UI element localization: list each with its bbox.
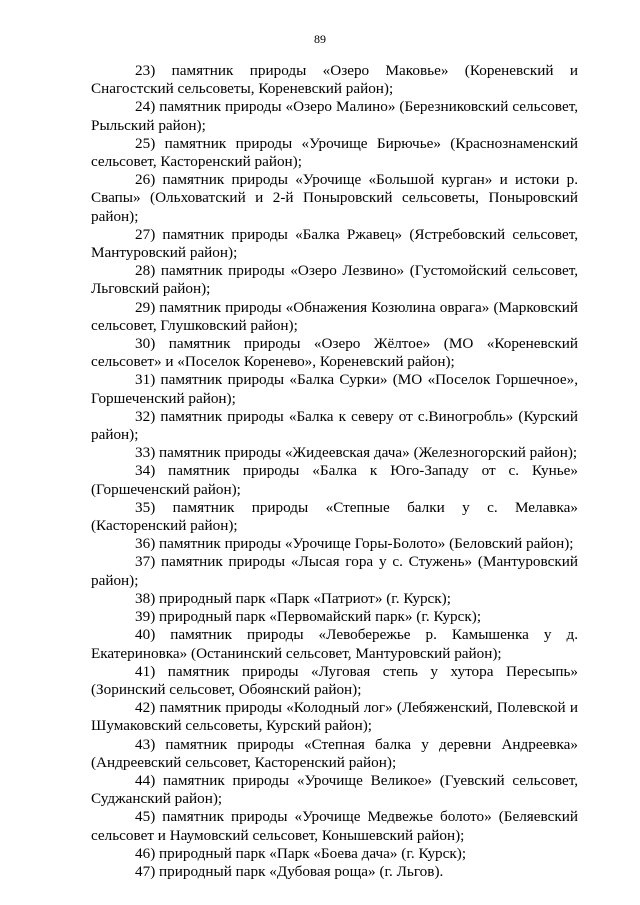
list-item: 27) памятник природы «Балка Ржавец» (Ястребовский сельсовет, Мантуровский район); xyxy=(91,225,578,262)
list-item: 23) памятник природы «Озеро Маковье» (Кореневский и Снагостский сельсоветы, Кореневский район); xyxy=(91,62,578,98)
list-item: 42) памятник природы «Колодный лог» (Лебяженский, Полевской и Шумаковский сельсоветы, Курский район); xyxy=(91,699,578,735)
list-item: 35) памятник природы «Степные балки у с. Мелавка» (Касторенский район); xyxy=(91,498,578,535)
document-body xyxy=(91,62,578,881)
list-item: 40) памятник природы «Левобережье р. Камышенка у д. Екатериновка» (Останинский сельсовет, Мантуровский район); xyxy=(91,626,578,662)
list-item: 46) природный парк «Парк «Боева дача» (г. Курск); xyxy=(135,844,467,862)
list-item: 32) памятник природы «Балка к северу от с.Виногробль» (Курский район); xyxy=(91,407,578,444)
list-item: 26) памятник природы «Урочище «Большой курган» и истоки р. Свапы» (Ольховатский и 2-й Поныровский сельсоветы, Поныровский район); xyxy=(91,171,578,225)
list-item: 34) памятник природы «Балка к Юго-Западу от с. Кунье» (Горшеченский район); xyxy=(91,462,578,498)
list-item: 31) памятник природы «Балка Сурки» (МО «Поселок Горшечное», Горшеченский район); xyxy=(91,371,578,407)
list-item: 37) памятник природы «Лысая гора у с. Стужень» (Мантуровский район); xyxy=(91,553,578,589)
list-item: 43) памятник природы «Степная балка у деревни Андреевка» (Андреевский сельсовет, Касторенский район); xyxy=(91,735,578,771)
list-item: 44) памятник природы «Урочище Великое» (Гуевский сельсовет, Суджанский район); xyxy=(91,771,578,808)
list-item: 36) памятник природы «Урочище Горы-Болото» (Беловский район); xyxy=(135,535,574,553)
list-item: 28) памятник природы «Озеро Лезвино» (Густомойский сельсовет, Льговский район); xyxy=(91,262,578,298)
list-item: 47) природный парк «Дубовая роща» (г. Льгов). xyxy=(135,862,444,880)
list-item: 39) природный парк «Первомайский парк» (г. Курск); xyxy=(135,608,482,626)
list-item: 30) памятник природы «Озеро Жёлтое» (МО «Кореневский сельсовет» и «Поселок Коренево», Кореневский район); xyxy=(91,335,578,371)
list-item: 38) природный парк «Парк «Патриот» (г. Курск); xyxy=(135,589,451,607)
page-number: 89 xyxy=(314,32,326,46)
list-item: 45) памятник природы «Урочище Медвежье болото» (Беляевский сельсовет и Наумовский сельсовет, Конышевский район); xyxy=(91,808,578,844)
list-item: 25) памятник природы «Урочище Бирючье» (Краснознаменский сельсовет, Касторенский район); xyxy=(91,134,578,171)
list-item: 29) памятник природы «Обнажения Козюлина оврага» (Марковский сельсовет, Глушковский район); xyxy=(91,298,578,334)
list-item: 24) памятник природы «Озеро Малино» (Березниковский сельсовет, Рыльский район); xyxy=(91,98,578,134)
list-item: 41) памятник природы «Луговая степь у хутора Пересыпь» (Зоринский сельсовет, Обоянский район); xyxy=(91,662,578,698)
list-item: 33) памятник природы «Жидеевская дача» (Железногорский район); xyxy=(135,444,578,462)
